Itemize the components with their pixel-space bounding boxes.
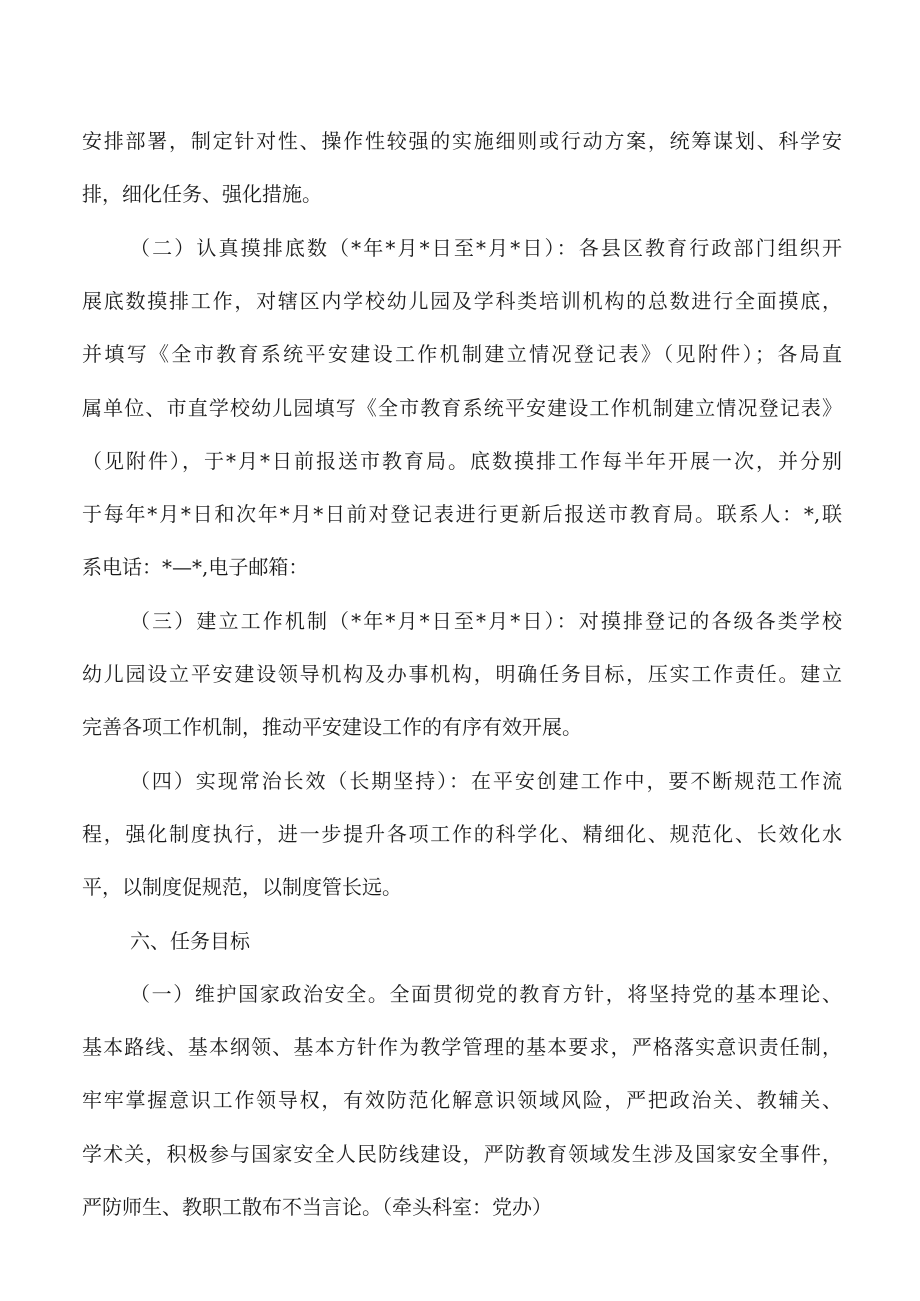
text-line: 完善各项工作机制，推动平安建设工作的有序有效开展。 xyxy=(82,715,582,740)
text-line: 幼儿园设立平安建设领导机构及办事机构，明确任务目标，压实工作责任。建立 xyxy=(82,662,842,686)
text-line: （四）实现常治长效（长期坚持）：在平安创建工作中，要不断规范工作流 xyxy=(130,768,842,793)
text-line: 于每年*月*日和次年*月*日前对登记表进行更新后报送市教育局。联系人：*,联 xyxy=(82,502,842,527)
text-line: 安排部署，制定针对性、操作性较强的实施细则或行动方案，统筹谋划、科学安 xyxy=(82,129,842,153)
text-line: 系电话：*—*,电子邮箱： xyxy=(82,555,309,580)
text-line: 牢牢掌握意识工作领导权，有效防范化解意识领域风险，严把政治关、教辅关、 xyxy=(82,1088,842,1113)
text-line: 并填写《全市教育系统平安建设工作机制建立情况登记表》（见附件）；各局直 xyxy=(82,342,842,367)
text-line: （见附件），于*月*日前报送市教育局。底数摸排工作每半年开展一次，并分别 xyxy=(82,448,842,473)
text-line: 六、任务目标 xyxy=(130,928,250,953)
text-line: 程，强化制度执行，进一步提升各项工作的科学化、精细化、规范化、长效化水 xyxy=(82,821,842,846)
text-line: 基本路线、基本纲领、基本方针作为教学管理的基本要求，严格落实意识责任制， xyxy=(82,1035,842,1060)
text-line: （一）维护国家政治安全。全面贯彻党的教育方针，将坚持党的基本理论、 xyxy=(130,981,842,1006)
text-line: （二）认真摸排底数（*年*月*日至*月*日）：各县区教育行政部门组织开 xyxy=(130,235,842,260)
text-line: 平，以制度促规范，以制度管长远。 xyxy=(82,875,402,900)
text-line: 排，细化任务、强化措施。 xyxy=(82,182,322,207)
text-line: 学术关，积极参与国家安全人民防线建设，严防教育领域发生涉及国家安全事件， xyxy=(82,1141,842,1166)
text-line: 严防师生、教职工散布不当言论。（牵头科室：党办） xyxy=(82,1195,552,1219)
text-line: （三）建立工作机制（*年*月*日至*月*日）：对摸排登记的各级各类学校 xyxy=(130,608,842,633)
text-line: 展底数摸排工作，对辖区内学校幼儿园及学科类培训机构的总数进行全面摸底， xyxy=(82,288,842,313)
text-line: 属单位、市直学校幼儿园填写《全市教育系统平安建设工作机制建立情况登记表》 xyxy=(82,395,842,420)
